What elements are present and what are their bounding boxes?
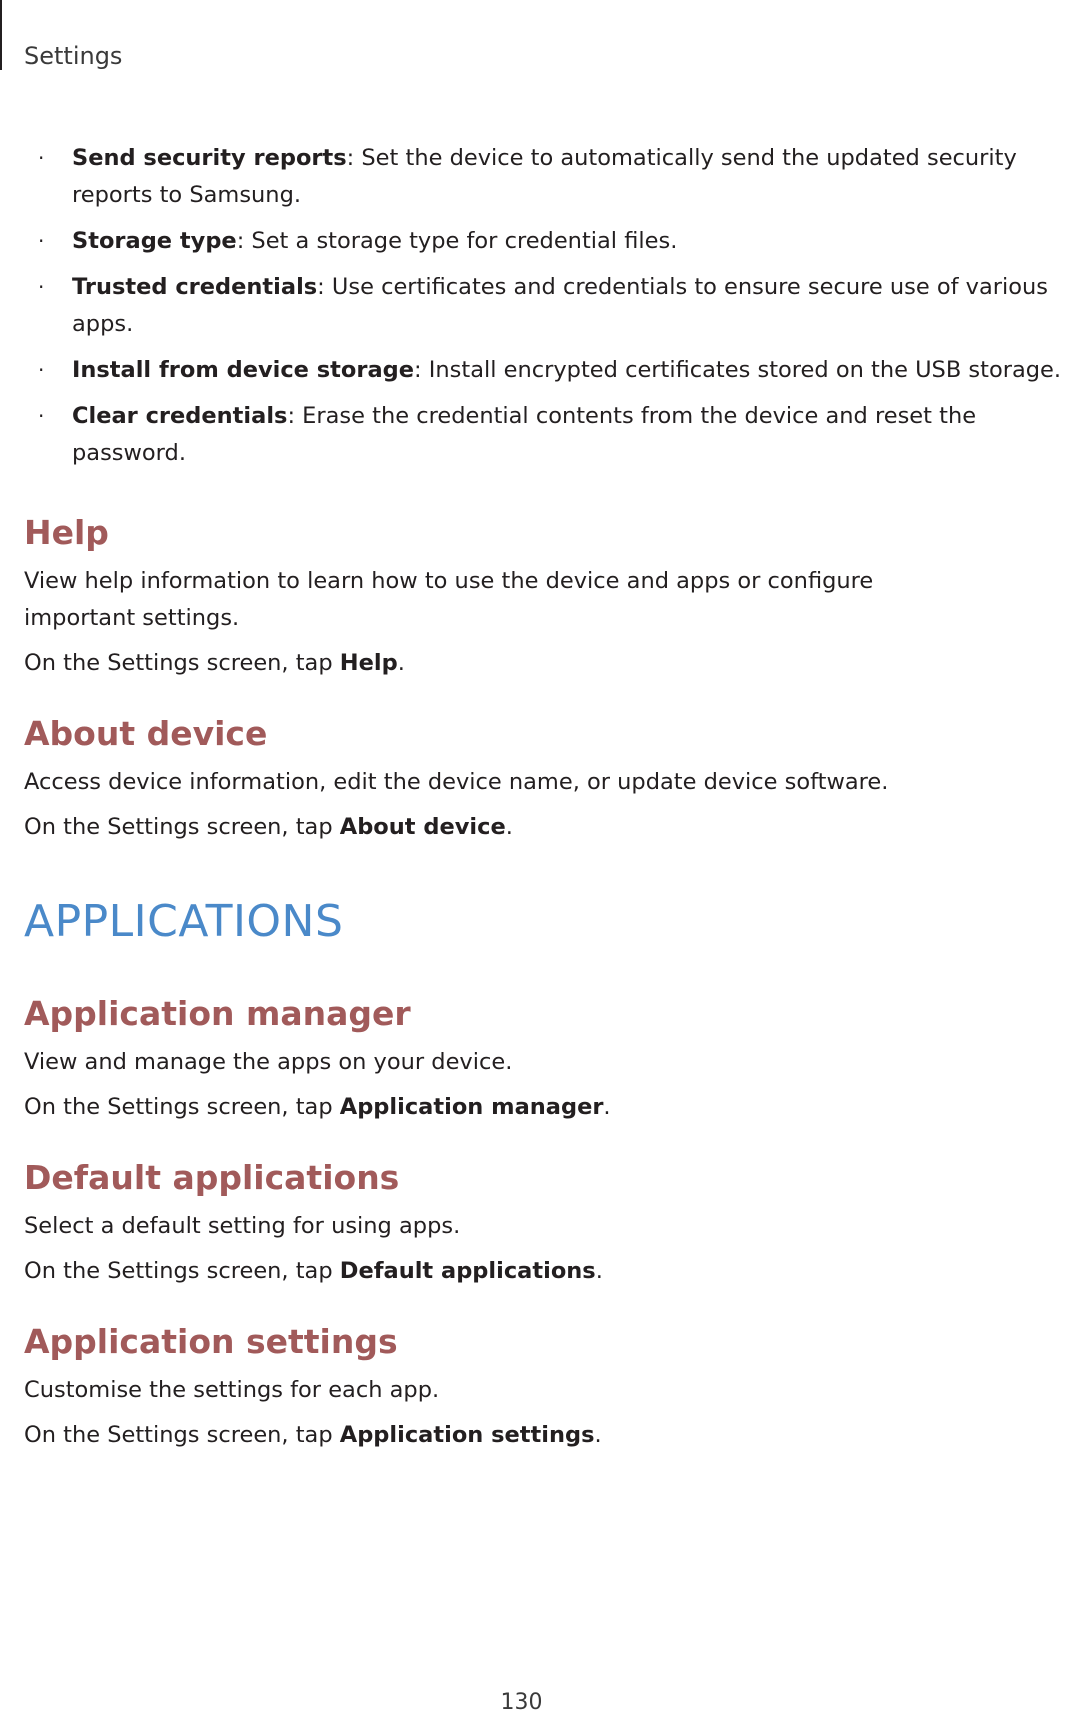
about-device-instruction: [24, 809, 1064, 846]
about-device-heading: About device: [24, 714, 268, 753]
chapter-heading: APPLICATIONS: [24, 896, 344, 947]
instruction-target: Default applications: [339, 1258, 596, 1284]
list-item-text: : Use certificates and credentials to ensure secure use of various apps.: [72, 274, 1049, 337]
header-rule: [0, 0, 2, 70]
list-item-text: : Set a storage type for credential files.: [236, 228, 678, 254]
list-item-term: Send security reports: [72, 145, 347, 171]
list-item-text: : Erase the credential contents from the device and reset the password.: [72, 403, 977, 466]
list-item-term: Install from device storage: [72, 357, 415, 383]
application-manager-instruction: [24, 1089, 1064, 1126]
instruction-target: Application manager: [339, 1094, 604, 1120]
list-item: [24, 140, 1064, 214]
bullet-icon: ·: [38, 229, 45, 253]
application-manager-heading: Application manager: [24, 994, 411, 1033]
bullet-icon: ·: [38, 404, 45, 428]
page-header: Settings: [24, 42, 123, 70]
page-number: 130: [500, 1690, 543, 1715]
page-content: [24, 140, 1064, 1454]
instruction-target: Help: [339, 650, 398, 676]
instruction-prefix: On the Settings screen, tap: [24, 814, 340, 840]
list-item-term: Storage type: [72, 228, 237, 254]
application-settings-instruction: [24, 1417, 1064, 1454]
default-applications-instruction: [24, 1253, 1064, 1290]
default-applications-description: Select a default setting for using apps.: [24, 1213, 461, 1239]
list-item: [24, 269, 1064, 343]
instruction-prefix: On the Settings screen, tap: [24, 1094, 340, 1120]
instruction-target: Application settings: [339, 1422, 595, 1448]
application-settings-heading: Application settings: [24, 1322, 398, 1361]
application-settings-description: Customise the settings for each app.: [24, 1377, 440, 1403]
instruction-target: About device: [339, 814, 506, 840]
application-manager-description: View and manage the apps on your device.: [24, 1049, 513, 1075]
bullet-icon: ·: [38, 275, 45, 299]
list-item: [24, 398, 1064, 472]
help-instruction: [24, 645, 1064, 682]
bullet-icon: ·: [38, 146, 45, 170]
instruction-suffix: .: [595, 1258, 603, 1284]
help-heading: Help: [24, 513, 109, 552]
default-applications-heading: Default applications: [24, 1158, 400, 1197]
help-description: View help information to learn how to use the device and apps or configure important settings.: [24, 568, 874, 631]
bullet-icon: ·: [38, 358, 45, 382]
instruction-prefix: On the Settings screen, tap: [24, 650, 340, 676]
about-device-description: Access device information, edit the device name, or update device software.: [24, 769, 889, 795]
instruction-prefix: On the Settings screen, tap: [24, 1422, 340, 1448]
instruction-suffix: .: [397, 650, 405, 676]
list-item-text: : Install encrypted certificates stored on the USB storage.: [414, 357, 1062, 383]
instruction-suffix: .: [603, 1094, 611, 1120]
security-options-list: [24, 140, 1064, 472]
instruction-prefix: On the Settings screen, tap: [24, 1258, 340, 1284]
list-item: [24, 223, 1064, 260]
instruction-suffix: .: [505, 814, 513, 840]
list-item-term: Clear credentials: [72, 403, 288, 429]
instruction-suffix: .: [594, 1422, 602, 1448]
list-item: [24, 352, 1064, 389]
list-item-text: : Set the device to automatically send the updated security reports to Samsung.: [72, 145, 1017, 208]
list-item-term: Trusted credentials: [72, 274, 318, 300]
